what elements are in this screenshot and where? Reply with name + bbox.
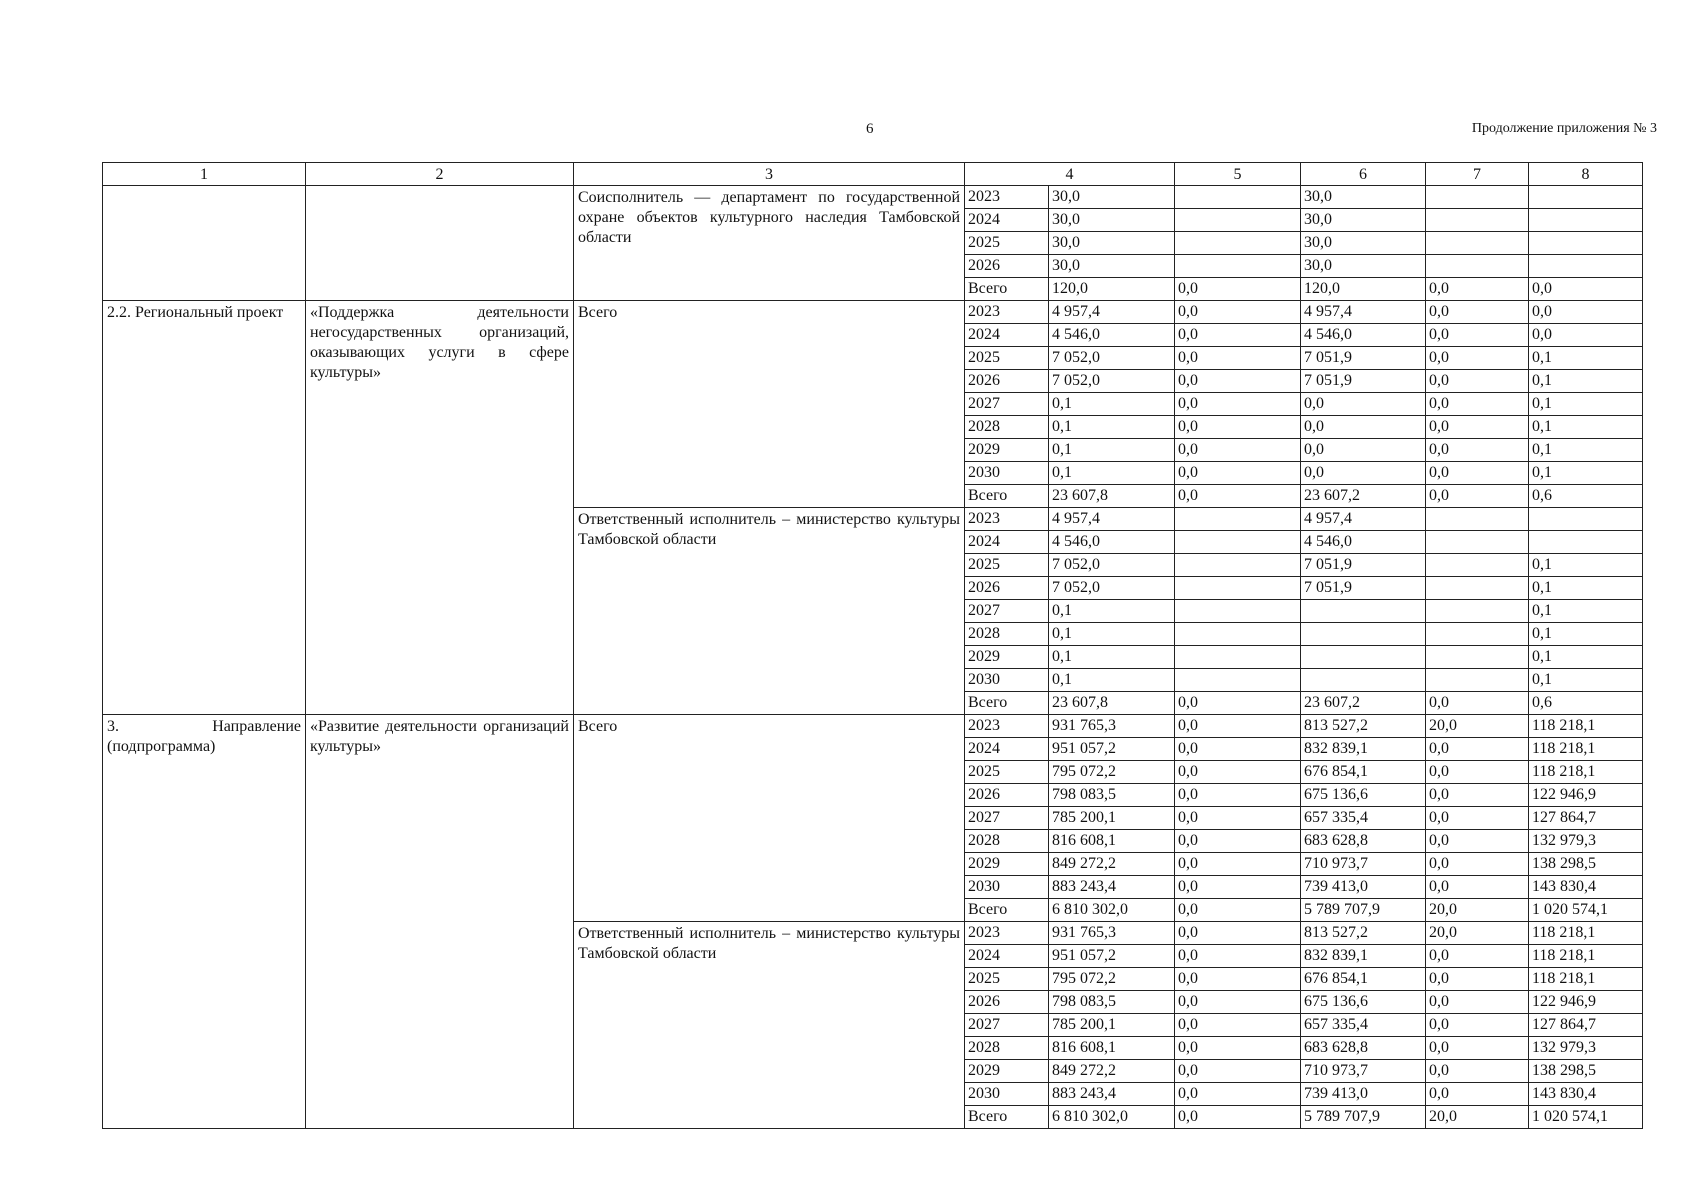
local-budget-cell: 0,0 xyxy=(1426,278,1529,301)
federal-budget-cell: 0,0 xyxy=(1175,485,1301,508)
local-budget-cell: 0,0 xyxy=(1426,485,1529,508)
year-cell: 2030 xyxy=(965,669,1049,692)
federal-budget-cell: 0,0 xyxy=(1175,416,1301,439)
local-budget-cell xyxy=(1426,232,1529,255)
federal-budget-cell xyxy=(1175,669,1301,692)
column-number-header-row xyxy=(103,163,1643,186)
local-budget-cell: 0,0 xyxy=(1426,416,1529,439)
federal-budget-cell: 0,0 xyxy=(1175,439,1301,462)
federal-budget-cell xyxy=(1175,646,1301,669)
regional-budget-cell: 4 546,0 xyxy=(1301,324,1426,347)
total-amount-cell: 883 243,4 xyxy=(1049,1083,1175,1106)
column-header: 5 xyxy=(1175,163,1301,186)
total-amount-cell: 6 810 302,0 xyxy=(1049,1106,1175,1129)
year-cell: 2030 xyxy=(965,462,1049,485)
total-amount-cell: 4 957,4 xyxy=(1049,301,1175,324)
total-amount-cell: 951 057,2 xyxy=(1049,945,1175,968)
year-cell: 2026 xyxy=(965,255,1049,278)
local-budget-cell: 0,0 xyxy=(1426,347,1529,370)
year-cell: 2029 xyxy=(965,439,1049,462)
extrabudgetary-cell: 138 298,5 xyxy=(1529,1060,1643,1083)
extrabudgetary-cell: 122 946,9 xyxy=(1529,784,1643,807)
year-cell: Всего xyxy=(965,899,1049,922)
total-amount-cell: 0,1 xyxy=(1049,439,1175,462)
table-row xyxy=(103,301,1643,324)
total-amount-cell: 0,1 xyxy=(1049,393,1175,416)
local-budget-cell xyxy=(1426,623,1529,646)
local-budget-cell xyxy=(1426,669,1529,692)
regional-budget-cell xyxy=(1301,623,1426,646)
regional-budget-cell: 4 957,4 xyxy=(1301,301,1426,324)
regional-budget-cell: 30,0 xyxy=(1301,232,1426,255)
local-budget-cell: 0,0 xyxy=(1426,784,1529,807)
total-amount-cell: 931 765,3 xyxy=(1049,922,1175,945)
extrabudgetary-cell: 122 946,9 xyxy=(1529,991,1643,1014)
regional-budget-cell: 7 051,9 xyxy=(1301,370,1426,393)
extrabudgetary-cell xyxy=(1529,255,1643,278)
regional-budget-cell: 30,0 xyxy=(1301,186,1426,209)
extrabudgetary-cell: 132 979,3 xyxy=(1529,830,1643,853)
federal-budget-cell: 0,0 xyxy=(1175,1106,1301,1129)
extrabudgetary-cell: 0,0 xyxy=(1529,301,1643,324)
federal-budget-cell: 0,0 xyxy=(1175,738,1301,761)
regional-budget-cell: 4 546,0 xyxy=(1301,531,1426,554)
local-budget-cell: 0,0 xyxy=(1426,876,1529,899)
total-amount-cell: 798 083,5 xyxy=(1049,784,1175,807)
total-amount-cell: 816 608,1 xyxy=(1049,830,1175,853)
federal-budget-cell xyxy=(1175,600,1301,623)
total-amount-cell: 7 052,0 xyxy=(1049,554,1175,577)
year-cell: Всего xyxy=(965,485,1049,508)
extrabudgetary-cell xyxy=(1529,209,1643,232)
federal-budget-cell xyxy=(1175,577,1301,600)
local-budget-cell xyxy=(1426,646,1529,669)
local-budget-cell: 0,0 xyxy=(1426,853,1529,876)
extrabudgetary-cell: 0,1 xyxy=(1529,462,1643,485)
federal-budget-cell: 0,0 xyxy=(1175,301,1301,324)
extrabudgetary-cell xyxy=(1529,508,1643,531)
regional-budget-cell: 683 628,8 xyxy=(1301,830,1426,853)
federal-budget-cell: 0,0 xyxy=(1175,715,1301,738)
executor-cell: Ответственный исполнитель – министерство культуры Тамбовской области xyxy=(574,508,965,715)
total-amount-cell: 30,0 xyxy=(1049,186,1175,209)
year-cell: 2029 xyxy=(965,1060,1049,1083)
regional-budget-cell: 30,0 xyxy=(1301,255,1426,278)
federal-budget-cell: 0,0 xyxy=(1175,462,1301,485)
year-cell: 2027 xyxy=(965,1014,1049,1037)
regional-budget-cell: 23 607,2 xyxy=(1301,485,1426,508)
total-amount-cell: 849 272,2 xyxy=(1049,1060,1175,1083)
year-cell: 2026 xyxy=(965,577,1049,600)
local-budget-cell xyxy=(1426,508,1529,531)
year-cell: 2024 xyxy=(965,531,1049,554)
year-cell: 2030 xyxy=(965,1083,1049,1106)
federal-budget-cell: 0,0 xyxy=(1175,393,1301,416)
federal-budget-cell: 0,0 xyxy=(1175,922,1301,945)
regional-budget-cell: 120,0 xyxy=(1301,278,1426,301)
year-cell: 2025 xyxy=(965,761,1049,784)
total-amount-cell: 785 200,1 xyxy=(1049,1014,1175,1037)
total-amount-cell: 23 607,8 xyxy=(1049,485,1175,508)
extrabudgetary-cell: 1 020 574,1 xyxy=(1529,1106,1643,1129)
extrabudgetary-cell: 118 218,1 xyxy=(1529,945,1643,968)
local-budget-cell: 20,0 xyxy=(1426,922,1529,945)
total-amount-cell: 0,1 xyxy=(1049,623,1175,646)
extrabudgetary-cell: 0,6 xyxy=(1529,692,1643,715)
total-amount-cell: 883 243,4 xyxy=(1049,876,1175,899)
federal-budget-cell: 0,0 xyxy=(1175,899,1301,922)
total-amount-cell: 798 083,5 xyxy=(1049,991,1175,1014)
total-amount-cell: 7 052,0 xyxy=(1049,577,1175,600)
total-amount-cell: 795 072,2 xyxy=(1049,968,1175,991)
year-cell: 2023 xyxy=(965,508,1049,531)
year-cell: 2024 xyxy=(965,209,1049,232)
year-cell: 2029 xyxy=(965,646,1049,669)
federal-budget-cell xyxy=(1175,623,1301,646)
column-header: 2 xyxy=(306,163,574,186)
extrabudgetary-cell: 118 218,1 xyxy=(1529,922,1643,945)
regional-budget-cell: 739 413,0 xyxy=(1301,876,1426,899)
federal-budget-cell: 0,0 xyxy=(1175,945,1301,968)
program-item-number-cell: 3. Направление (подпрограмма) xyxy=(103,715,306,1129)
federal-budget-cell: 0,0 xyxy=(1175,1060,1301,1083)
regional-budget-cell: 4 957,4 xyxy=(1301,508,1426,531)
regional-budget-cell: 0,0 xyxy=(1301,439,1426,462)
total-amount-cell: 0,1 xyxy=(1049,416,1175,439)
extrabudgetary-cell: 0,1 xyxy=(1529,393,1643,416)
regional-budget-cell: 739 413,0 xyxy=(1301,1083,1426,1106)
federal-budget-cell: 0,0 xyxy=(1175,991,1301,1014)
extrabudgetary-cell xyxy=(1529,531,1643,554)
extrabudgetary-cell: 0,1 xyxy=(1529,600,1643,623)
year-cell: 2023 xyxy=(965,922,1049,945)
federal-budget-cell: 0,0 xyxy=(1175,807,1301,830)
extrabudgetary-cell: 0,1 xyxy=(1529,554,1643,577)
regional-budget-cell: 676 854,1 xyxy=(1301,761,1426,784)
executor-cell: Всего xyxy=(574,301,965,508)
total-amount-cell: 30,0 xyxy=(1049,232,1175,255)
federal-budget-cell xyxy=(1175,186,1301,209)
year-cell: 2027 xyxy=(965,393,1049,416)
extrabudgetary-cell: 118 218,1 xyxy=(1529,761,1643,784)
federal-budget-cell: 0,0 xyxy=(1175,692,1301,715)
federal-budget-cell: 0,0 xyxy=(1175,1083,1301,1106)
executor-cell: Всего xyxy=(574,715,965,922)
extrabudgetary-cell: 127 864,7 xyxy=(1529,807,1643,830)
local-budget-cell: 0,0 xyxy=(1426,991,1529,1014)
regional-budget-cell: 813 527,2 xyxy=(1301,715,1426,738)
local-budget-cell xyxy=(1426,186,1529,209)
regional-budget-cell: 0,0 xyxy=(1301,393,1426,416)
regional-budget-cell: 832 839,1 xyxy=(1301,945,1426,968)
regional-budget-cell: 683 628,8 xyxy=(1301,1037,1426,1060)
total-amount-cell: 931 765,3 xyxy=(1049,715,1175,738)
local-budget-cell: 0,0 xyxy=(1426,1060,1529,1083)
local-budget-cell xyxy=(1426,554,1529,577)
total-amount-cell: 4 546,0 xyxy=(1049,531,1175,554)
year-cell: Всего xyxy=(965,692,1049,715)
local-budget-cell xyxy=(1426,577,1529,600)
program-item-number-cell: 2.2. Региональный проект xyxy=(103,301,306,715)
regional-budget-cell: 710 973,7 xyxy=(1301,1060,1426,1083)
local-budget-cell xyxy=(1426,531,1529,554)
federal-budget-cell: 0,0 xyxy=(1175,324,1301,347)
local-budget-cell: 0,0 xyxy=(1426,807,1529,830)
year-cell: 2026 xyxy=(965,370,1049,393)
federal-budget-cell xyxy=(1175,232,1301,255)
program-item-name-cell xyxy=(306,186,574,301)
extrabudgetary-cell: 132 979,3 xyxy=(1529,1037,1643,1060)
regional-budget-cell xyxy=(1301,646,1426,669)
local-budget-cell: 0,0 xyxy=(1426,301,1529,324)
extrabudgetary-cell: 0,6 xyxy=(1529,485,1643,508)
total-amount-cell: 120,0 xyxy=(1049,278,1175,301)
regional-budget-cell: 710 973,7 xyxy=(1301,853,1426,876)
program-item-number-cell xyxy=(103,186,306,301)
year-cell: 2025 xyxy=(965,347,1049,370)
regional-budget-cell: 657 335,4 xyxy=(1301,1014,1426,1037)
total-amount-cell: 0,1 xyxy=(1049,600,1175,623)
local-budget-cell: 0,0 xyxy=(1426,761,1529,784)
total-amount-cell: 0,1 xyxy=(1049,462,1175,485)
regional-budget-cell: 0,0 xyxy=(1301,462,1426,485)
year-cell: 2025 xyxy=(965,554,1049,577)
extrabudgetary-cell: 127 864,7 xyxy=(1529,1014,1643,1037)
federal-budget-cell: 0,0 xyxy=(1175,876,1301,899)
federal-budget-cell: 0,0 xyxy=(1175,784,1301,807)
regional-budget-cell: 657 335,4 xyxy=(1301,807,1426,830)
federal-budget-cell: 0,0 xyxy=(1175,761,1301,784)
extrabudgetary-cell: 138 298,5 xyxy=(1529,853,1643,876)
federal-budget-cell xyxy=(1175,255,1301,278)
extrabudgetary-cell: 0,1 xyxy=(1529,669,1643,692)
federal-budget-cell: 0,0 xyxy=(1175,347,1301,370)
local-budget-cell: 0,0 xyxy=(1426,738,1529,761)
regional-budget-cell: 7 051,9 xyxy=(1301,347,1426,370)
federal-budget-cell xyxy=(1175,554,1301,577)
total-amount-cell: 816 608,1 xyxy=(1049,1037,1175,1060)
total-amount-cell: 7 052,0 xyxy=(1049,347,1175,370)
local-budget-cell xyxy=(1426,600,1529,623)
total-amount-cell: 785 200,1 xyxy=(1049,807,1175,830)
year-cell: Всего xyxy=(965,1106,1049,1129)
local-budget-cell: 20,0 xyxy=(1426,1106,1529,1129)
extrabudgetary-cell: 0,1 xyxy=(1529,416,1643,439)
local-budget-cell: 0,0 xyxy=(1426,370,1529,393)
regional-budget-cell: 813 527,2 xyxy=(1301,922,1426,945)
regional-budget-cell: 5 789 707,9 xyxy=(1301,1106,1426,1129)
year-cell: 2024 xyxy=(965,324,1049,347)
total-amount-cell: 6 810 302,0 xyxy=(1049,899,1175,922)
extrabudgetary-cell: 0,1 xyxy=(1529,370,1643,393)
regional-budget-cell: 675 136,6 xyxy=(1301,991,1426,1014)
total-amount-cell: 849 272,2 xyxy=(1049,853,1175,876)
extrabudgetary-cell: 0,1 xyxy=(1529,347,1643,370)
federal-budget-cell: 0,0 xyxy=(1175,830,1301,853)
extrabudgetary-cell: 1 020 574,1 xyxy=(1529,899,1643,922)
year-cell: 2023 xyxy=(965,715,1049,738)
total-amount-cell: 0,1 xyxy=(1049,669,1175,692)
regional-budget-cell xyxy=(1301,600,1426,623)
extrabudgetary-cell: 118 218,1 xyxy=(1529,715,1643,738)
year-cell: 2028 xyxy=(965,623,1049,646)
total-amount-cell: 7 052,0 xyxy=(1049,370,1175,393)
local-budget-cell: 0,0 xyxy=(1426,1037,1529,1060)
extrabudgetary-cell: 0,0 xyxy=(1529,324,1643,347)
year-cell: Всего xyxy=(965,278,1049,301)
total-amount-cell: 30,0 xyxy=(1049,209,1175,232)
federal-budget-cell: 0,0 xyxy=(1175,968,1301,991)
program-item-name-cell: «Поддержка деятельности негосударственных организаций, оказывающих услуги в сфере культуры» xyxy=(306,301,574,715)
federal-budget-cell: 0,0 xyxy=(1175,278,1301,301)
federal-budget-cell xyxy=(1175,209,1301,232)
regional-budget-cell: 5 789 707,9 xyxy=(1301,899,1426,922)
column-header: 1 xyxy=(103,163,306,186)
year-cell: 2027 xyxy=(965,807,1049,830)
total-amount-cell: 4 546,0 xyxy=(1049,324,1175,347)
local-budget-cell: 20,0 xyxy=(1426,715,1529,738)
local-budget-cell: 0,0 xyxy=(1426,968,1529,991)
local-budget-cell: 20,0 xyxy=(1426,899,1529,922)
regional-budget-cell: 23 607,2 xyxy=(1301,692,1426,715)
regional-budget-cell: 7 051,9 xyxy=(1301,577,1426,600)
column-header: 4 xyxy=(965,163,1175,186)
local-budget-cell xyxy=(1426,209,1529,232)
year-cell: 2025 xyxy=(965,232,1049,255)
federal-budget-cell xyxy=(1175,508,1301,531)
local-budget-cell: 0,0 xyxy=(1426,1083,1529,1106)
local-budget-cell: 0,0 xyxy=(1426,1014,1529,1037)
page-number: 6 xyxy=(866,121,874,137)
total-amount-cell: 23 607,8 xyxy=(1049,692,1175,715)
federal-budget-cell: 0,0 xyxy=(1175,1037,1301,1060)
table-row xyxy=(103,715,1643,738)
extrabudgetary-cell: 0,1 xyxy=(1529,646,1643,669)
local-budget-cell: 0,0 xyxy=(1426,462,1529,485)
column-header: 6 xyxy=(1301,163,1426,186)
regional-budget-cell: 7 051,9 xyxy=(1301,554,1426,577)
extrabudgetary-cell: 0,1 xyxy=(1529,623,1643,646)
local-budget-cell: 0,0 xyxy=(1426,945,1529,968)
year-cell: 2024 xyxy=(965,738,1049,761)
regional-budget-cell xyxy=(1301,669,1426,692)
total-amount-cell: 0,1 xyxy=(1049,646,1175,669)
appendix-continuation-label: Продолжение приложения № 3 xyxy=(1471,121,1657,136)
regional-budget-cell: 30,0 xyxy=(1301,209,1426,232)
local-budget-cell: 0,0 xyxy=(1426,830,1529,853)
local-budget-cell: 0,0 xyxy=(1426,393,1529,416)
year-cell: 2023 xyxy=(965,301,1049,324)
extrabudgetary-cell: 118 218,1 xyxy=(1529,968,1643,991)
total-amount-cell: 951 057,2 xyxy=(1049,738,1175,761)
executor-cell: Соисполнитель — департамент по государственной охране объектов культурного наследия Тамбовской области xyxy=(574,186,965,301)
regional-budget-cell: 832 839,1 xyxy=(1301,738,1426,761)
year-cell: 2027 xyxy=(965,600,1049,623)
extrabudgetary-cell: 143 830,4 xyxy=(1529,1083,1643,1106)
year-cell: 2026 xyxy=(965,784,1049,807)
total-amount-cell: 795 072,2 xyxy=(1049,761,1175,784)
budget-table xyxy=(102,162,1643,1129)
column-header: 8 xyxy=(1529,163,1643,186)
extrabudgetary-cell: 0,1 xyxy=(1529,439,1643,462)
column-header: 3 xyxy=(574,163,965,186)
budget-table-body xyxy=(103,163,1643,1129)
regional-budget-cell: 675 136,6 xyxy=(1301,784,1426,807)
local-budget-cell: 0,0 xyxy=(1426,692,1529,715)
extrabudgetary-cell: 0,0 xyxy=(1529,278,1643,301)
total-amount-cell: 30,0 xyxy=(1049,255,1175,278)
program-item-name-cell: «Развитие деятельности организаций культуры» xyxy=(306,715,574,1129)
local-budget-cell: 0,0 xyxy=(1426,439,1529,462)
federal-budget-cell: 0,0 xyxy=(1175,1014,1301,1037)
table-row xyxy=(103,186,1643,209)
extrabudgetary-cell: 143 830,4 xyxy=(1529,876,1643,899)
local-budget-cell xyxy=(1426,255,1529,278)
year-cell: 2028 xyxy=(965,1037,1049,1060)
executor-cell: Ответственный исполнитель – министерство культуры Тамбовской области xyxy=(574,922,965,1129)
extrabudgetary-cell xyxy=(1529,186,1643,209)
year-cell: 2028 xyxy=(965,830,1049,853)
column-header: 7 xyxy=(1426,163,1529,186)
federal-budget-cell xyxy=(1175,531,1301,554)
year-cell: 2029 xyxy=(965,853,1049,876)
year-cell: 2030 xyxy=(965,876,1049,899)
regional-budget-cell: 0,0 xyxy=(1301,416,1426,439)
federal-budget-cell: 0,0 xyxy=(1175,370,1301,393)
year-cell: 2025 xyxy=(965,968,1049,991)
extrabudgetary-cell xyxy=(1529,232,1643,255)
federal-budget-cell: 0,0 xyxy=(1175,853,1301,876)
extrabudgetary-cell: 0,1 xyxy=(1529,577,1643,600)
regional-budget-cell: 676 854,1 xyxy=(1301,968,1426,991)
total-amount-cell: 4 957,4 xyxy=(1049,508,1175,531)
year-cell: 2026 xyxy=(965,991,1049,1014)
local-budget-cell: 0,0 xyxy=(1426,324,1529,347)
extrabudgetary-cell: 118 218,1 xyxy=(1529,738,1643,761)
year-cell: 2024 xyxy=(965,945,1049,968)
year-cell: 2028 xyxy=(965,416,1049,439)
year-cell: 2023 xyxy=(965,186,1049,209)
